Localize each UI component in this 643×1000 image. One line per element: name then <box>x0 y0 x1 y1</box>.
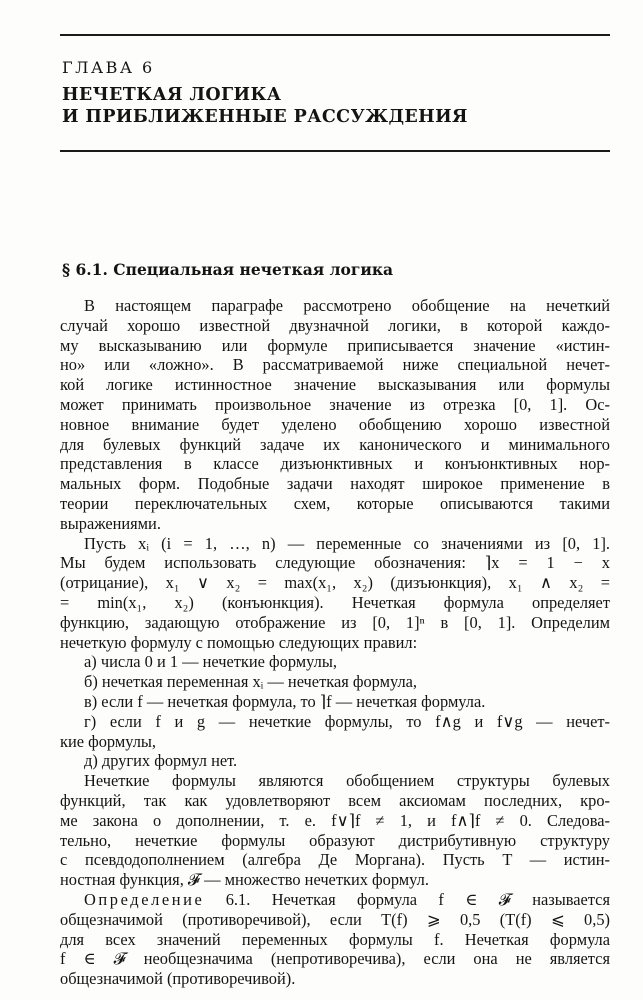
chapter-title-line-2: И ПРИБЛИЖЕННЫЕ РАССУЖДЕНИЯ <box>62 107 468 127</box>
text-line: = min(x₁, x₂) (конъюнкция). Нечеткая формула определяет <box>60 592 610 612</box>
text-line: нечеткую формулу с помощью следующих правил: <box>60 632 418 652</box>
text-line <box>60 890 610 910</box>
chapter-title <box>62 84 468 128</box>
paragraph-2 <box>60 534 610 653</box>
text-line: функцию, задающую отображение из [0, 1]ⁿ в [0, 1]. Определим <box>60 612 610 632</box>
text-line: общезначимой (противоречивой). <box>60 969 296 989</box>
top-rule <box>60 34 610 36</box>
text-line: Нечеткие формулы являются обобщением структуры булевых <box>84 771 610 791</box>
chapter-label: ГЛАВА 6 <box>62 58 155 77</box>
section-heading: § 6.1. Специальная нечеткая логика <box>62 260 394 279</box>
text-line: общезначимой (противоречивой), если T(f) ⩾ 0,5 (T(f) ⩽ 0,5) <box>60 909 610 929</box>
text-line: выражениями. <box>60 513 161 533</box>
text-line: для булевых функций задаче их канонического и минимального <box>60 434 610 454</box>
text-line: Мы будем использовать следующие обозначения: ⌉x = 1 − x <box>60 553 610 573</box>
list-item: а) числа 0 и 1 — нечеткие формулы, <box>84 652 337 672</box>
text-line: В настоящем параграфе рассмотрено обобщение на нечеткий <box>84 296 610 315</box>
text-line: функций, так как удовлетворяют всем аксиомам последних, кро- <box>60 790 610 810</box>
bottom-rule <box>60 150 610 152</box>
text-line: кой логике истинностное значение высказывания или формулы <box>60 375 610 395</box>
body-text <box>60 296 610 989</box>
list-item-continuation: кие формулы, <box>60 731 157 751</box>
text-line: представления в классе дизъюнктивных и конъюнктивных нор- <box>60 454 610 474</box>
formula-rules-list <box>60 652 610 771</box>
text-line: теории переключательных схем, которые описываются такими <box>60 493 610 513</box>
list-item: г) если f и g — нечеткие формулы, то f∧g и f∨g — нечет- <box>84 711 610 731</box>
text-line: может принимать произвольное значение из отрезка [0, 1]. Ос- <box>60 394 610 414</box>
definition-label: Определение <box>84 889 205 909</box>
paragraph-1 <box>60 296 610 534</box>
text-line: с псевдодополнением (алгебра Де Моргана). Пусть T — истин- <box>60 850 610 870</box>
text-line: ме закона о дополнении, т. е. f∨⌉f ≠ 1, и f∧⌉f ≠ 0. Следова- <box>60 810 610 830</box>
text-line: новное внимание будет уделено обобщению хорошо известной <box>60 414 610 434</box>
text-line: (отрицание), x₁ ∨ x₂ = max(x₁, x₂) (дизъюнкция), x₁ ∧ x₂ = <box>60 573 610 593</box>
text-line: для всех значений переменных формулы f. Нечеткая формула <box>60 929 610 949</box>
text-line: тельно, нечеткие формулы образуют дистрибутивную структуру <box>60 830 610 850</box>
chapter-title-line-1: НЕЧЕТКАЯ ЛОГИКА <box>62 85 282 105</box>
definition-text-start: 6.1. Нечеткая формула f ∈ 𝓕 называется <box>204 889 610 909</box>
list-item: в) если f — нечеткая формула, то ⌉f — нечеткая формула. <box>84 691 486 711</box>
text-line: f ∈ 𝓕 необщезначима (непротиворечива), если она не является <box>60 949 610 969</box>
text-line: Пусть xᵢ (i = 1, …, n) — переменные со значениями из [0, 1]. <box>84 533 610 553</box>
definition-6-1 <box>60 890 610 989</box>
text-line: му высказыванию или формуле приписывается значение «истин- <box>60 335 610 355</box>
text-line: мальных форм. Подобные задачи находят широкое применение в <box>60 474 610 494</box>
list-item: б) нечеткая переменная xᵢ — нечеткая формула, <box>84 672 418 692</box>
list-item: д) других формул нет. <box>84 751 238 771</box>
text-line: ностная функция, 𝓕 — множество нечетких формул. <box>60 870 429 890</box>
text-line: но» или «ложно». В рассматриваемой ниже специальной нечет- <box>60 355 610 375</box>
text-line: случай хорошо известной двузначной логики, в которой каждо- <box>60 315 610 335</box>
paragraph-3 <box>60 771 610 890</box>
